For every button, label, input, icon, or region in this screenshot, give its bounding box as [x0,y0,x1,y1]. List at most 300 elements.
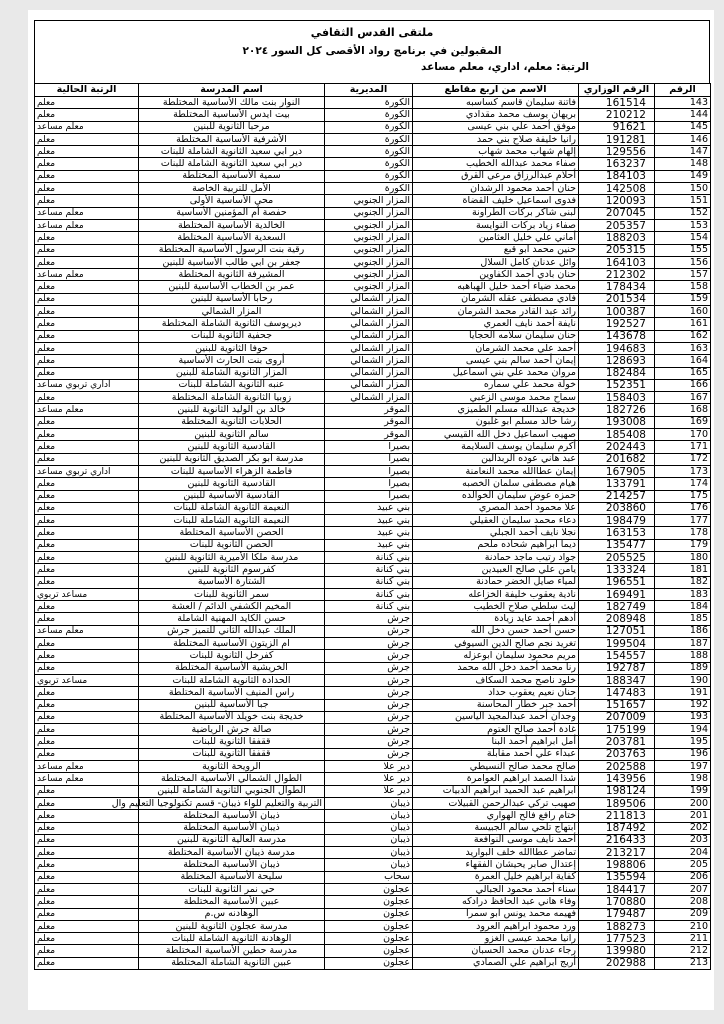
directorate-cell: ذيبان [325,810,413,822]
current-rank-cell: معلم [35,847,139,859]
current-rank-cell: معلم [35,342,139,354]
national-id-cell: 182749 [579,601,655,613]
national-id-cell: 205357 [579,219,655,231]
directorate-cell: المزار الجنوبي [325,219,413,231]
directorate-cell: المزار الشمالي [325,342,413,354]
school-name-cell: عنبه الثانوية الشاملة للبنات [139,379,325,391]
directorate-cell: المزار الشمالي [325,379,413,391]
school-name-cell: راس المنيف الأساسية المختلطة [139,687,325,699]
current-rank-cell: معلم [35,416,139,428]
national-id-cell: 205525 [579,551,655,563]
national-id-cell: 203860 [579,502,655,514]
national-id-cell: 194683 [579,342,655,354]
rank-line: الرتبة: معلم، اداري، معلم مساعد [421,61,589,73]
table-row [35,773,711,785]
full-name-cell: يامن علي صالح العبيدين [413,564,579,576]
table-row [35,822,711,834]
national-id-cell: 164103 [579,256,655,268]
national-id-cell: 139980 [579,945,655,957]
row-number-cell: 158 [655,281,711,293]
table-row [35,465,711,477]
full-name-cell: دعاء محمد سليمان العقيلي [413,515,579,527]
school-name-cell: الخريشية الأساسية المختلطة [139,662,325,674]
directorate-cell: المزار الشمالي [325,392,413,404]
current-rank-cell: معلم مساعد [35,773,139,785]
full-name-cell: ختام رافع فالح الهواري [413,810,579,822]
school-name-cell: مدرسة العالية الثانوية للبنين [139,834,325,846]
full-name-cell: أحمد جبر خطار المحاسنة [413,699,579,711]
row-number-cell: 204 [655,847,711,859]
school-name-cell: القادسية الثانوية للبنين [139,478,325,490]
national-id-cell: 212302 [579,269,655,281]
full-name-cell: جواد رتيب ماجد حمادنة [413,551,579,563]
row-number-cell: 191 [655,687,711,699]
full-name-cell: أريج ابراهيم علي الصمادي [413,957,579,969]
full-name-cell: حنان أحمد محمود الرشدان [413,183,579,195]
row-number-cell: 201 [655,810,711,822]
full-name-cell: نايفة أحمد نايف العمري [413,318,579,330]
school-name-cell: حفصة أم المؤمنين الأساسية [139,207,325,219]
full-name-cell: شذا الصمد ابراهيم العوامرة [413,773,579,785]
table-row [35,859,711,871]
current-rank-cell: معلم [35,502,139,514]
current-rank-cell: معلم [35,109,139,121]
school-name-cell: حوفا الثانوية للبنين [139,342,325,354]
table-row [35,539,711,551]
current-rank-cell: معلم [35,527,139,539]
directorate-cell: دير علا [325,773,413,785]
document-title: ملتقى القدس الثقافي [310,26,434,39]
table-row [35,847,711,859]
full-name-cell: ابراهيم عبد الحميد ابراهيم الدبيات [413,785,579,797]
full-name-cell: ورد محمود ابراهيم العرود [413,920,579,932]
row-number-cell: 148 [655,158,711,170]
current-rank-cell: معلم [35,601,139,613]
full-name-cell: أمل ابراهيم أحمد البنا [413,736,579,748]
full-name-cell: تماضر عطاالله خلف البواريد [413,847,579,859]
national-id-cell: 205315 [579,244,655,256]
directorate-cell: ذيبان [325,847,413,859]
current-rank-cell: اداري تربوي مساعد [35,465,139,477]
directorate-cell: جرش [325,674,413,686]
row-number-cell: 210 [655,920,711,932]
table-row [35,318,711,330]
school-name-cell: كفرسوم الثانوية للبنين [139,564,325,576]
current-rank-cell: اداري تربوي مساعد [35,379,139,391]
directorate-cell: بصيرا [325,453,413,465]
directorate-cell: جرش [325,699,413,711]
table-row [35,441,711,453]
national-id-cell: 135594 [579,871,655,883]
current-rank-cell: معلم [35,933,139,945]
national-id-cell: 175199 [579,724,655,736]
full-name-cell: صهيب تركي عبدالرحمن القبيلات [413,797,579,809]
national-id-cell: 188347 [579,674,655,686]
full-name-cell: نجلا نايف أحمد الجبلي [413,527,579,539]
current-rank-cell: معلم مساعد [35,761,139,773]
national-id-cell: 188203 [579,232,655,244]
current-rank-cell: معلم [35,736,139,748]
table-row [35,502,711,514]
table-row [35,908,711,920]
current-rank-cell: معلم [35,441,139,453]
current-rank-cell: معلم [35,392,139,404]
school-name-cell: الطوال الشمالي الأساسية المختلطة [139,773,325,785]
school-name-cell: رقية بنت الرسول الأساسية المختلطة [139,244,325,256]
row-number-cell: 176 [655,502,711,514]
table-row [35,392,711,404]
current-rank-cell: معلم [35,957,139,969]
school-name-cell: المشيرفة الثانوية المختلطة [139,269,325,281]
table-row [35,133,711,145]
national-id-cell: 214257 [579,490,655,502]
full-name-cell: مروان محمد علي بني اسماعيل [413,367,579,379]
row-number-cell: 159 [655,293,711,305]
current-rank-cell: معلم [35,884,139,896]
full-name-cell: رشا خالد مسلم ابو غلبون [413,416,579,428]
current-rank-cell: معلم [35,650,139,662]
row-number-cell: 147 [655,146,711,158]
row-number-cell: 161 [655,318,711,330]
directorate-cell: ذيبان [325,822,413,834]
row-number-cell: 205 [655,859,711,871]
table-row [35,650,711,662]
directorate-cell: المزار الجنوبي [325,244,413,256]
school-name-cell: الوهادنه س.م [139,908,325,920]
school-name-cell: حسن الكايد المهنية الشاملة [139,613,325,625]
national-id-cell: 207045 [579,207,655,219]
full-name-cell: صفاء زياد بركات النوايسة [413,219,579,231]
national-id-cell: 211813 [579,810,655,822]
directorate-cell: الكورة [325,158,413,170]
directorate-cell: المزار الشمالي [325,355,413,367]
directorate-cell: المزار الجنوبي [325,256,413,268]
table-row [35,281,711,293]
school-name-cell: كفرخل الثانوية للبنات [139,650,325,662]
national-id-cell: 177523 [579,933,655,945]
current-rank-cell: معلم [35,453,139,465]
directorate-cell: بني كنانة [325,564,413,576]
school-name-cell: أروى بنت الحارث الأساسية [139,355,325,367]
directorate-cell: المزار الجنوبي [325,269,413,281]
table-row [35,674,711,686]
directorate-cell: دير علا [325,761,413,773]
directorate-cell: جرش [325,748,413,760]
table-row [35,871,711,883]
directorate-cell: ذيبان [325,797,413,809]
document-header [34,20,710,84]
row-number-cell: 166 [655,379,711,391]
current-rank-cell: معلم [35,146,139,158]
column-header-school: اسم المدرسة [139,84,325,97]
current-rank-cell: معلم [35,429,139,441]
national-id-cell: 135477 [579,539,655,551]
full-name-cell: هيام مصطفى سلمان الخصبه [413,478,579,490]
national-id-cell: 169491 [579,588,655,600]
directorate-cell: دير علا [325,785,413,797]
directorate-cell: الموقر [325,429,413,441]
school-name-cell: ذيبان الأساسية المختلطة [139,822,325,834]
full-name-cell: رجاء عدنان محمد الحسبان [413,945,579,957]
full-name-cell: كفاية ابراهيم خليل العمرة [413,871,579,883]
directorate-cell: المزار الشمالي [325,293,413,305]
table-row [35,207,711,219]
directorate-cell: جرش [325,724,413,736]
row-number-cell: 193 [655,711,711,723]
row-number-cell: 156 [655,256,711,268]
directorate-cell: سحاب [325,871,413,883]
directorate-cell: بني عبيد [325,539,413,551]
table-row [35,453,711,465]
row-number-cell: 198 [655,773,711,785]
national-id-cell: 185408 [579,429,655,441]
row-number-cell: 197 [655,761,711,773]
directorate-cell: عجلون [325,884,413,896]
row-number-cell: 150 [655,183,711,195]
table-row [35,195,711,207]
current-rank-cell: معلم [35,355,139,367]
table-row [35,736,711,748]
school-name-cell: جبا الأساسية للبنين [139,699,325,711]
table-row [35,232,711,244]
row-number-cell: 154 [655,232,711,244]
national-id-cell: 198806 [579,859,655,871]
row-number-cell: 167 [655,392,711,404]
table-row [35,269,711,281]
current-rank-cell: معلم [35,920,139,932]
directorate-cell: بني كنانة [325,588,413,600]
school-name-cell: القادسية الأساسية للبنين [139,490,325,502]
school-name-cell: مدرسة حطين الأساسية المختلطة [139,945,325,957]
directorate-cell: المزار الجنوبي [325,195,413,207]
current-rank-cell: معلم مساعد [35,404,139,416]
directorate-cell: ذيبان [325,859,413,871]
directorate-cell: جرش [325,638,413,650]
table-header-row [35,84,711,97]
row-number-cell: 162 [655,330,711,342]
table-row [35,478,711,490]
national-id-cell: 184103 [579,170,655,182]
current-rank-cell: معلم مساعد [35,625,139,637]
table-row [35,797,711,809]
directorate-cell: جرش [325,711,413,723]
table-row [35,711,711,723]
full-name-cell: وفاء هاني عبد الحافظ درادكه [413,896,579,908]
full-name-cell: لبنى شاكر بركات الطراونة [413,207,579,219]
table-row [35,416,711,428]
row-number-cell: 199 [655,785,711,797]
table-row [35,170,711,182]
school-name-cell: المزار الثانوية الشاملة للبنين [139,367,325,379]
school-name-cell: ققفقا الثانوية للبنات [139,736,325,748]
row-number-cell: 155 [655,244,711,256]
national-id-cell: 216433 [579,834,655,846]
full-name-cell: عبد هاني عوده الربدالين [413,453,579,465]
school-name-cell: النوار بنت مالك الأساسية المختلطة [139,97,325,109]
full-name-cell: أحلام عبدالرزاق مرعي القرق [413,170,579,182]
national-id-cell: 208948 [579,613,655,625]
school-name-cell: جحفية الثانوية للبنات [139,330,325,342]
column-header-rank: الرتبة الحالية [35,84,139,97]
directorate-cell: الكورة [325,170,413,182]
current-rank-cell: معلم [35,293,139,305]
current-rank-cell: معلم [35,822,139,834]
full-name-cell: أحمد نايف موسى النوافعة [413,834,579,846]
national-id-cell: 179487 [579,908,655,920]
national-id-cell: 189506 [579,797,655,809]
row-number-cell: 152 [655,207,711,219]
current-rank-cell: معلم [35,490,139,502]
school-name-cell: الرويحة الثانوية [139,761,325,773]
row-number-cell: 192 [655,699,711,711]
directorate-cell: بصيرا [325,465,413,477]
school-name-cell: ققفقا الثانوية للبنات [139,748,325,760]
national-id-cell: 129556 [579,146,655,158]
current-rank-cell: معلم [35,367,139,379]
full-name-cell: رانيا خليفة صلاح بني حمد [413,133,579,145]
row-number-cell: 211 [655,933,711,945]
full-name-cell: فهيمه محمد يونس ابو سمرا [413,908,579,920]
directorate-cell: عجلون [325,920,413,932]
directorate-cell: بني كنانة [325,576,413,588]
school-name-cell: مدرسة ذيبان الأساسية المختلطة [139,847,325,859]
table-row [35,515,711,527]
current-rank-cell: معلم [35,539,139,551]
current-rank-cell: معلم مساعد [35,207,139,219]
table-row [35,293,711,305]
national-id-cell: 210212 [579,109,655,121]
row-number-cell: 177 [655,515,711,527]
row-number-cell: 187 [655,638,711,650]
row-number-cell: 212 [655,945,711,957]
full-name-cell: أكرم سليمان يوسف السلايمة [413,441,579,453]
row-number-cell: 208 [655,896,711,908]
directorate-cell: بصيرا [325,490,413,502]
school-name-cell: الحدادة الثانوية الشاملة للبنات [139,674,325,686]
directorate-cell: المزار الشمالي [325,367,413,379]
current-rank-cell: معلم [35,711,139,723]
directorate-cell: جرش [325,650,413,662]
table-row [35,121,711,133]
directorate-cell: عجلون [325,896,413,908]
directorate-cell: الموقر [325,404,413,416]
current-rank-cell: معلم [35,576,139,588]
current-rank-cell: معلم مساعد [35,121,139,133]
table-row [35,884,711,896]
national-id-cell: 198124 [579,785,655,797]
national-id-cell: 133791 [579,478,655,490]
school-name-cell: خديجة بنت خويلد الأساسية المختلطة [139,711,325,723]
current-rank-cell: مساعد تربوي [35,674,139,686]
current-rank-cell: مساعد تربوي [35,588,139,600]
table-row [35,429,711,441]
row-number-cell: 174 [655,478,711,490]
national-id-cell: 100387 [579,306,655,318]
table-row [35,687,711,699]
school-name-cell: مدرسة ملكا الأميرية الثانوية للبنين [139,551,325,563]
row-number-cell: 196 [655,748,711,760]
table-row [35,638,711,650]
school-name-cell: خالد بن الوليد الثانوية للبنين [139,404,325,416]
national-id-cell: 193008 [579,416,655,428]
current-rank-cell: معلم [35,232,139,244]
table-row [35,97,711,109]
national-id-cell: 182726 [579,404,655,416]
full-name-cell: مريم محمود سليمان ابوعزله [413,650,579,662]
national-id-cell: 163237 [579,158,655,170]
acceptance-table [34,83,711,970]
full-name-cell: ليث سلطي صلاح الخطيب [413,601,579,613]
row-number-cell: 165 [655,367,711,379]
current-rank-cell: معلم [35,551,139,563]
table-row [35,699,711,711]
table-row [35,724,711,736]
full-name-cell: رنا محمد أحمد دخل الله محمد [413,662,579,674]
directorate-cell: ذيبان [325,834,413,846]
school-name-cell: التربية والتعليم للواء ذيبان- قسم تكنولوجيا التعليم وال [139,797,325,809]
table-row [35,834,711,846]
school-name-cell: ذيبان الأساسية المختلطة [139,810,325,822]
full-name-cell: علا محمود أحمد المصري [413,502,579,514]
national-id-cell: 143678 [579,330,655,342]
national-id-cell: 192527 [579,318,655,330]
table-body [35,97,711,970]
national-id-cell: 196551 [579,576,655,588]
full-name-cell: فدوى اسماعيل خليف القضاة [413,195,579,207]
current-rank-cell: معلم [35,97,139,109]
full-name-cell: لمياء صايل الخضر حمادنة [413,576,579,588]
current-rank-cell: معلم [35,256,139,268]
table-row [35,367,711,379]
directorate-cell: الكورة [325,133,413,145]
school-name-cell: القادسية الثانوية للبنين [139,441,325,453]
table-row [35,146,711,158]
directorate-cell: جرش [325,625,413,637]
current-rank-cell: معلم [35,478,139,490]
school-name-cell: عمر بن الخطاب الأساسية للبنين [139,281,325,293]
full-name-cell: خديجة عبدالله مسلم الطميزي [413,404,579,416]
table-row [35,244,711,256]
row-number-cell: 206 [655,871,711,883]
national-id-cell: 161514 [579,97,655,109]
national-id-cell: 182484 [579,367,655,379]
directorate-cell: الكورة [325,183,413,195]
school-name-cell: الوهادنة الثانوية الشاملة للبنات [139,933,325,945]
row-number-cell: 203 [655,834,711,846]
table-row [35,109,711,121]
school-name-cell: المزار الشمالي [139,306,325,318]
row-number-cell: 178 [655,527,711,539]
table-row [35,810,711,822]
full-name-cell: نادية يعقوب خليفة الخزاعله [413,588,579,600]
row-number-cell: 183 [655,588,711,600]
directorate-cell: المزار الشمالي [325,306,413,318]
directorate-cell: عجلون [325,945,413,957]
row-number-cell: 153 [655,219,711,231]
table-row [35,379,711,391]
national-id-cell: 120093 [579,195,655,207]
full-name-cell: غادة أحمد صالح العتوم [413,724,579,736]
directorate-cell: عجلون [325,933,413,945]
full-name-cell: خلود ناصح محمد السكاف [413,674,579,686]
row-number-cell: 171 [655,441,711,453]
table-row [35,576,711,588]
table-row [35,613,711,625]
row-number-cell: 200 [655,797,711,809]
directorate-cell: المزار الشمالي [325,318,413,330]
school-name-cell: سمر الثانوية للبنات [139,588,325,600]
national-id-cell: 167905 [579,465,655,477]
